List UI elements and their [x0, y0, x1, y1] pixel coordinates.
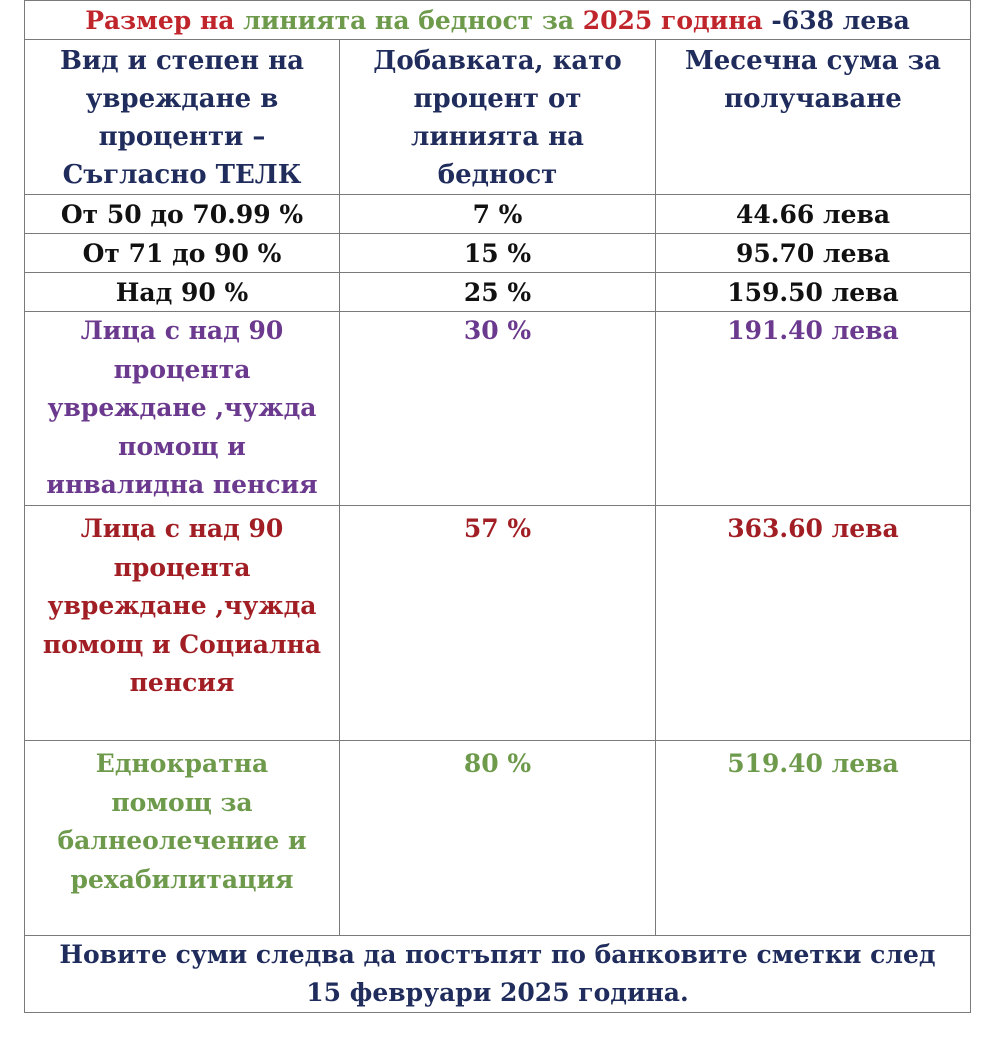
amount-cell: 191.40 лева — [656, 312, 971, 506]
percent-cell: 7 % — [340, 195, 656, 234]
category-line: Лица с над 90 — [80, 514, 284, 543]
category-line: помощ и — [118, 431, 246, 461]
category-cell — [25, 741, 340, 936]
header-line: процент от — [413, 84, 582, 114]
title-part-1: Размер на — [85, 5, 244, 35]
table-row — [25, 195, 971, 234]
footer-line: 15 февруари 2025 година. — [306, 978, 689, 1007]
header-line: линията на — [410, 122, 585, 152]
table-row — [25, 506, 971, 741]
amount-cell: 519.40 лева — [656, 741, 971, 936]
header-line: Съгласно ТЕЛК — [62, 160, 302, 190]
benefits-document — [24, 0, 970, 1006]
percent-cell: 15 % — [340, 234, 656, 273]
title-row — [25, 1, 971, 40]
title-part-4: -638 лева — [771, 5, 910, 35]
amount-cell: 159.50 лева — [656, 273, 971, 312]
category-line: увреждане ,чужда — [47, 393, 317, 422]
footer-line: Новите суми следва да постъпят по банковите сметки след — [59, 940, 936, 969]
header-cell-category — [25, 40, 340, 195]
category-line: помощ и Социална — [42, 629, 322, 659]
category-line: пенсия — [129, 668, 235, 697]
header-cell-percent — [340, 40, 656, 195]
title-part-3: 2025 година — [582, 5, 772, 35]
category-cell — [25, 506, 340, 741]
header-line: бедност — [437, 160, 558, 190]
header-line: Месечна сума за — [684, 46, 942, 76]
category-cell: Над 90 % — [25, 273, 340, 312]
footer-row — [25, 936, 971, 1013]
category-cell — [25, 312, 340, 506]
category-cell: От 71 до 90 % — [25, 234, 340, 273]
category-line: помощ за — [111, 787, 253, 817]
category-line: процента — [113, 354, 251, 384]
amount-cell: 363.60 лева — [656, 506, 971, 741]
table-row — [25, 312, 971, 506]
header-line: Вид и степен на — [60, 46, 304, 76]
category-line: рехабилитация — [70, 864, 294, 894]
category-line: балнеолечение и — [57, 826, 307, 855]
percent-cell: 57 % — [340, 506, 656, 741]
table-row — [25, 273, 971, 312]
percent-cell: 80 % — [340, 741, 656, 936]
header-line: проценти – — [98, 122, 266, 152]
amount-cell: 44.66 лева — [656, 195, 971, 234]
table-row — [25, 234, 971, 273]
amount-cell: 95.70 лева — [656, 234, 971, 273]
footer-note — [25, 936, 971, 1013]
benefits-table — [24, 0, 971, 1013]
table-title — [25, 1, 971, 40]
percent-cell: 25 % — [340, 273, 656, 312]
header-line: увреждане в — [85, 84, 279, 114]
category-cell: От 50 до 70.99 % — [25, 195, 340, 234]
percent-cell: 30 % — [340, 312, 656, 506]
header-line: Добавката, като — [373, 46, 622, 76]
table-row — [25, 741, 971, 936]
title-part-2: линията на бедност за — [243, 5, 583, 35]
header-line: получаване — [724, 84, 902, 114]
header-row — [25, 40, 971, 195]
category-line: увреждане ,чужда — [47, 591, 317, 620]
category-line: Еднократна — [95, 749, 269, 778]
category-line: процента — [113, 552, 251, 582]
category-line: инвалидна пенсия — [46, 470, 318, 499]
category-line: Лица с над 90 — [80, 316, 284, 345]
header-cell-amount — [656, 40, 971, 195]
